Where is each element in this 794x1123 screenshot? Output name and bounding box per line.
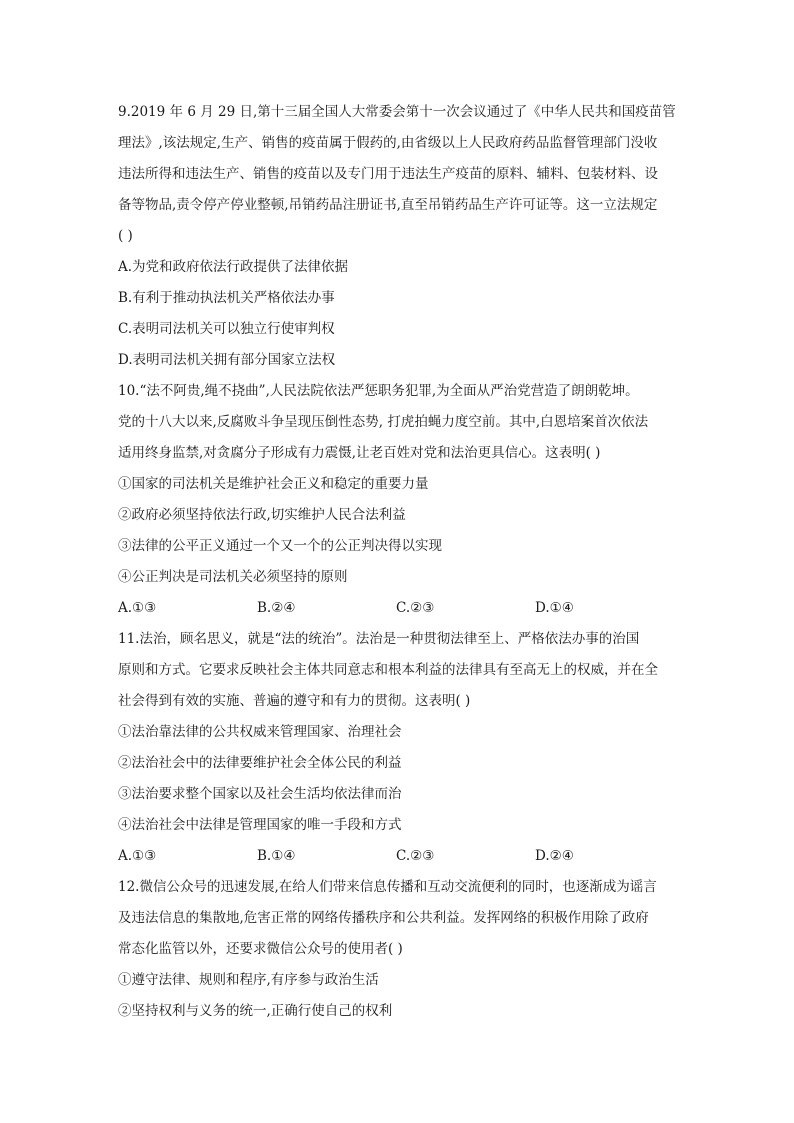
question-10-stem-line: 10.“法不阿贵,绳不挠曲”,人民法院依法严惩职务犯罪,为全面从严治党营造了朗朗乾坤。	[118, 383, 639, 399]
option-c: C.②③	[396, 600, 435, 616]
statement-2: ②坚持权利与义务的统一,正确行使自己的权利	[118, 1003, 393, 1019]
question-11-stem-line: 原则和方式。它要求反映社会主体共同意志和根本利益的法律具有至高无上的权威，并在全	[118, 662, 658, 678]
question-11-stem-line: 社会得到有效的实施、普遍的遵守和有力的贯彻。这表明( )	[118, 693, 471, 709]
statement-3: ③法治要求整个国家以及社会生活均依法律而治	[118, 786, 402, 802]
question-11-stem-line: 11.法治，顾名思义，就是“法的统治”。法治是一种贯彻法律至上、严格依法办事的治国	[118, 631, 640, 647]
question-10-stem-line: 党的十八大以来,反腐败斗争呈现压倒性态势, 打虎拍蝇力度空前。其中,白恩培案首次依法	[118, 414, 649, 430]
question-12-stem-line: 及违法信息的集散地,危害正常的网络传播秩序和公共利益。发挥网络的积极作用除了政府	[118, 910, 649, 926]
answer-blank: ( )	[118, 228, 133, 244]
statement-1: ①遵守法律、规则和程序,有序参与政治生活	[118, 972, 379, 988]
question-12-stem-line: 12.微信公众号的迅速发展,在给人们带来信息传播和互动交流便利的同时，也逐渐成为谣言	[118, 879, 657, 895]
choice-c: C.表明司法机关可以独立行使审判权	[118, 321, 335, 337]
statement-4: ④法治社会中法律是管理国家的唯一手段和方式	[118, 817, 402, 833]
options-row	[118, 593, 678, 624]
question-9	[118, 97, 678, 376]
option-a: A.①③	[118, 848, 157, 864]
question-12	[118, 872, 678, 1027]
statement-2: ②政府必须坚持依法行政,切实维护人民合法利益	[118, 507, 406, 523]
options-row	[118, 841, 678, 872]
choice-b: B.有利于推动执法机关严格依法办事	[118, 290, 335, 306]
question-10-stem-line: 适用终身监禁,对贪腐分子形成有力震慑,让老百姓对党和法治更具信心。这表明( )	[118, 445, 601, 461]
question-9-stem-line: 备等物品,责令停产停业整顿,吊销药品注册证书,直至吊销药品生产许可证等。这一立法规定	[118, 197, 658, 213]
question-9-stem-line: 违法所得和违法生产、销售的疫苗以及专门用于违法生产疫苗的原料、辅料、包装材料、设	[118, 166, 658, 182]
choice-a: A.为党和政府依法行政提供了法律依据	[118, 259, 349, 275]
statement-1: ①国家的司法机关是维护社会正义和稳定的重要力量	[118, 476, 429, 492]
statement-4: ④公正判决是司法机关必须坚持的原则	[118, 569, 348, 585]
question-9-stem-line: 9.2019 年 6 月 29 日,第十三届全国人大常委会第十一次会议通过了《中华人民共和国疫苗管	[118, 104, 676, 120]
question-11	[118, 624, 678, 872]
option-a: A.①③	[118, 600, 157, 616]
question-10	[118, 376, 678, 624]
statement-1: ①法治靠法律的公共权威来管理国家、治理社会	[118, 724, 402, 740]
page-content	[118, 97, 678, 1027]
option-b: B.②④	[257, 600, 296, 616]
option-d: D.①④	[535, 600, 574, 616]
option-c: C.②③	[396, 848, 435, 864]
option-b: B.①④	[257, 848, 296, 864]
statement-3: ③法律的公平正义通过一个又一个的公正判决得以实现	[118, 538, 442, 554]
choice-d: D.表明司法机关拥有部分国家立法权	[118, 352, 336, 368]
statement-2: ②法治社会中的法律要维护社会全体公民的利益	[118, 755, 402, 771]
option-d: D.②④	[535, 848, 574, 864]
question-12-stem-line: 常态化监管以外，还要求微信公众号的使用者( )	[118, 941, 403, 957]
question-9-stem-line: 理法》,该法规定,生产、销售的疫苗属于假药的,由省级以上人民政府药品监督管理部门没收	[118, 135, 658, 151]
